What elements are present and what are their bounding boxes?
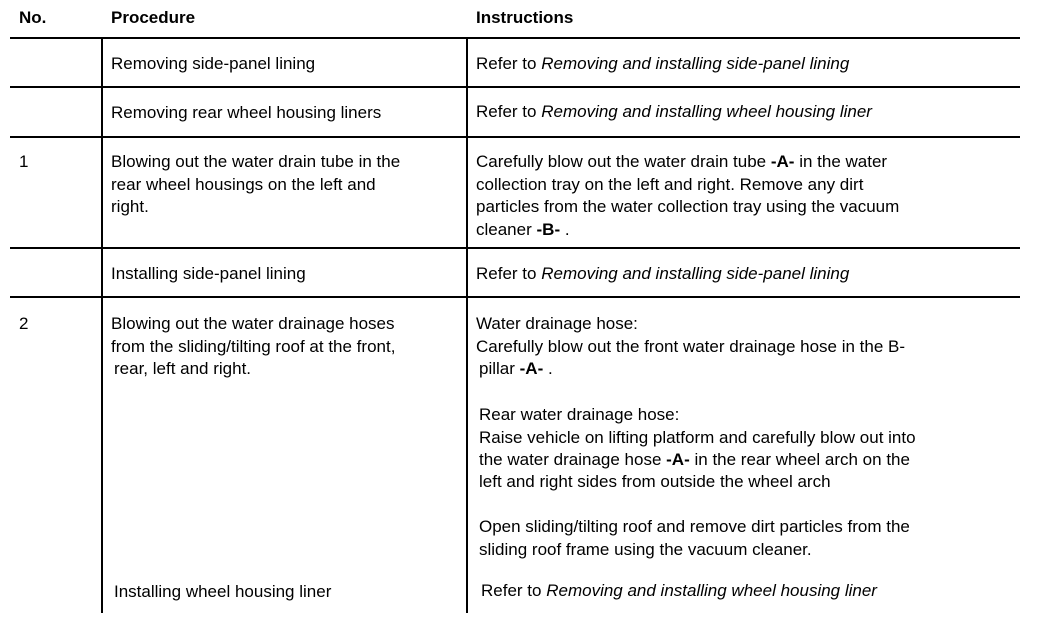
table-row-procedure: Removing side-panel lining <box>111 54 316 73</box>
procedure-line: right. <box>111 197 149 216</box>
table-row-procedure <box>111 313 395 381</box>
header-procedure: Procedure <box>111 8 196 27</box>
instruction-paragraph-rear <box>479 404 916 472</box>
paragraph-title: Rear water drainage hose: <box>479 405 680 424</box>
table-row-procedure: Installing wheel housing liner <box>114 582 332 601</box>
instruction-line: left and right sides from outside the wheel arch <box>479 472 831 491</box>
row-number: 1 <box>19 152 29 171</box>
reference-link[interactable]: Removing and installing side-panel lining <box>541 54 850 73</box>
refer-to-text: Refer to <box>476 264 537 283</box>
component-ref-a: -A- <box>519 359 544 378</box>
instruction-paragraph-sunroof <box>479 516 910 561</box>
instruction-line: cleaner <box>476 219 532 239</box>
instruction-line: in the water <box>799 152 888 171</box>
instruction-paragraph-front <box>476 313 905 381</box>
procedure-line: from the sliding/tilting roof at the front, <box>111 336 396 356</box>
header-rule <box>10 37 1020 39</box>
procedure-line: rear, left and right. <box>114 359 252 378</box>
reference-link[interactable]: Removing and installing wheel housing liner <box>541 102 872 121</box>
component-ref-a: -A- <box>666 450 690 469</box>
paragraph-title: Water drainage hose: <box>476 314 638 333</box>
component-ref-a: -A- <box>770 152 795 171</box>
refer-to-text: Refer to <box>481 581 542 600</box>
table-row-procedure <box>111 151 400 219</box>
instruction-line: Open sliding/tilting roof and remove dirt particles from the <box>479 517 910 536</box>
table-row-instruction <box>476 101 872 123</box>
row-divider <box>10 247 1020 249</box>
instruction-end: . <box>547 359 553 378</box>
column-divider-procedure <box>101 38 103 613</box>
column-divider-instructions <box>466 38 468 613</box>
procedure-line: Blowing out the water drain tube in the <box>111 152 401 171</box>
instruction-line: sliding roof frame using the vacuum cleaner. <box>479 539 812 559</box>
instruction-line: Carefully blow out the water drain tube <box>476 152 767 171</box>
row-divider <box>10 296 1020 298</box>
procedure-line: rear wheel housings on the left and <box>111 174 376 194</box>
refer-to-text: Refer to <box>476 54 537 73</box>
instruction-line: collection tray on the left and right. Remove any dirt <box>476 174 864 194</box>
instruction-line: Carefully blow out the front water drainage hose in the B- <box>476 336 906 356</box>
table-row-instruction <box>476 263 849 285</box>
table-row-instruction <box>476 151 899 241</box>
reference-link[interactable]: Removing and installing wheel housing liner <box>546 581 877 600</box>
component-ref-b: -B- <box>536 219 561 239</box>
header-instructions: Instructions <box>476 8 574 27</box>
table-row-procedure: Removing rear wheel housing liners <box>111 103 382 122</box>
table-row-procedure: Installing side-panel lining <box>111 264 306 283</box>
row-divider <box>10 86 1020 88</box>
table-row-instruction <box>481 580 877 602</box>
row-number: 2 <box>19 314 29 333</box>
instruction-end: . <box>564 219 570 239</box>
procedure-line: Blowing out the water drainage hoses <box>111 314 395 333</box>
row-divider <box>10 136 1020 138</box>
refer-to-text: Refer to <box>476 102 537 121</box>
instruction-line: the water drainage hose <box>479 450 662 469</box>
instruction-line: particles from the water collection tray using the vacuum <box>476 197 900 216</box>
header-no: No. <box>19 8 47 27</box>
instruction-line: pillar <box>479 359 515 378</box>
instruction-line: Raise vehicle on lifting platform and carefully blow out into <box>479 427 916 447</box>
instruction-line: in the rear wheel arch on the <box>694 450 910 469</box>
reference-link[interactable]: Removing and installing side-panel lining <box>541 264 850 283</box>
table-row-instruction <box>476 53 849 75</box>
